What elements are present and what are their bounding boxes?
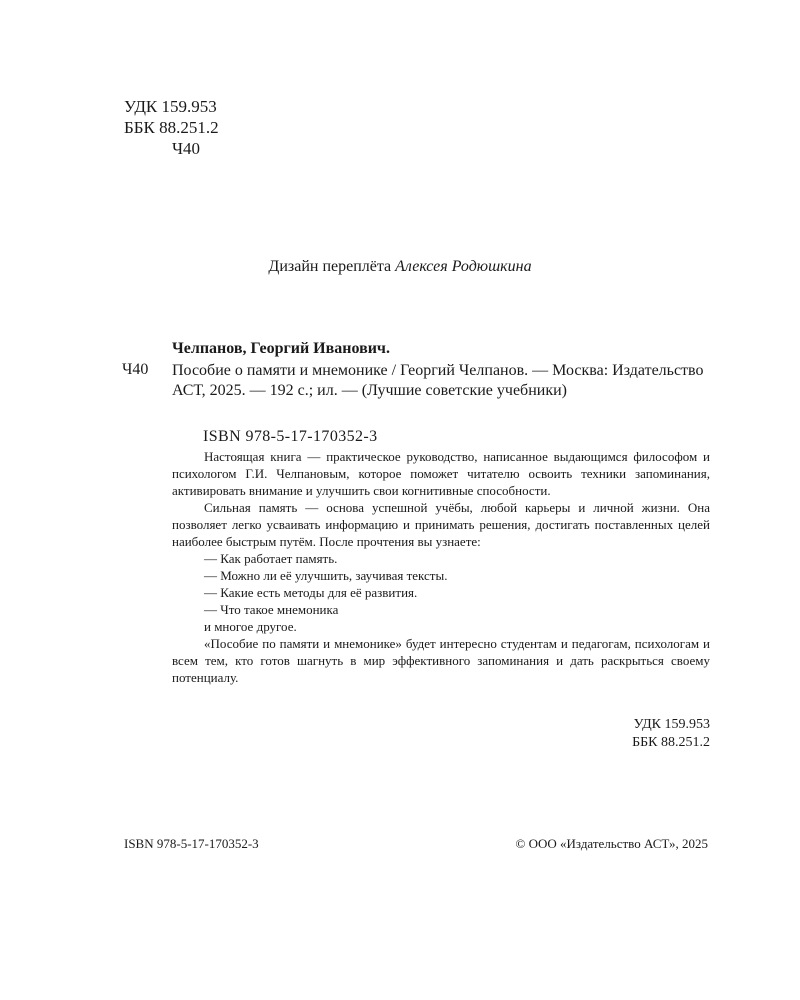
list-item: — Что такое мнемоника xyxy=(204,602,339,617)
udk-code: УДК 159.953 xyxy=(124,97,217,116)
annotation xyxy=(172,448,710,686)
author-sign: Ч40 xyxy=(172,139,201,158)
bibliographic-description: Пособие о памяти и мнемонике / Георгий Челпанов. — Москва: Издательство АСТ, 2025. — 192 с.; ил. — (Лучшие советские учебники) xyxy=(172,362,704,399)
annotation-codes xyxy=(560,716,710,752)
annotation-paragraph-3: «Пособие по памяти и мнемонике» будет интересно студентам и педагогам, психологам и всем тем, кто готов шагнуть в мир эффективного запоминания и дать раскрыться своему потенциалу. xyxy=(172,636,710,685)
footer-isbn: ISBN 978-5-17-170352-3 xyxy=(124,836,259,851)
copyright-notice: © ООО «Издательство АСТ», 2025 xyxy=(515,836,708,851)
list-item: — Можно ли её улучшить, заучивая тексты. xyxy=(204,568,448,583)
annotation-udk: УДК 159.953 xyxy=(633,717,710,732)
classification-block xyxy=(124,96,219,159)
list-item: — Какие есть методы для её развития. xyxy=(204,585,418,600)
isbn-main: ISBN 978-5-17-170352-3 xyxy=(203,428,378,445)
cover-design-prefix: Дизайн переплёта xyxy=(268,258,396,275)
catalog-code: Ч40 xyxy=(122,361,149,378)
annotation-paragraph-2: Сильная память — основа успешной учёбы, любой карьеры и личной жизни. Она позволяет легко усваивать информацию и принимать решения, достигать поставленных целей наиболее быстрым путём. После прочтения вы узнаете: xyxy=(172,500,710,549)
cover-design-credit xyxy=(0,258,800,276)
list-tail: и многое другое. xyxy=(204,619,297,634)
bbk-code: ББК 88.251.2 xyxy=(124,118,219,137)
author-heading: Челпанов, Георгий Иванович. xyxy=(172,340,390,357)
annotation-paragraph-1: Настоящая книга — практическое руководство, написанное выдающимся философом и психологом Г.И. Челпановым, которое поможет читателю освоить техники запоминания, активировать внимание и улучшить свои когнитивные способности. xyxy=(172,449,710,498)
annotation-bbk: ББК 88.251.2 xyxy=(632,735,710,750)
cover-designer-name: Алексея Родюшкина xyxy=(395,258,532,275)
list-item: — Как работает память. xyxy=(204,551,338,566)
